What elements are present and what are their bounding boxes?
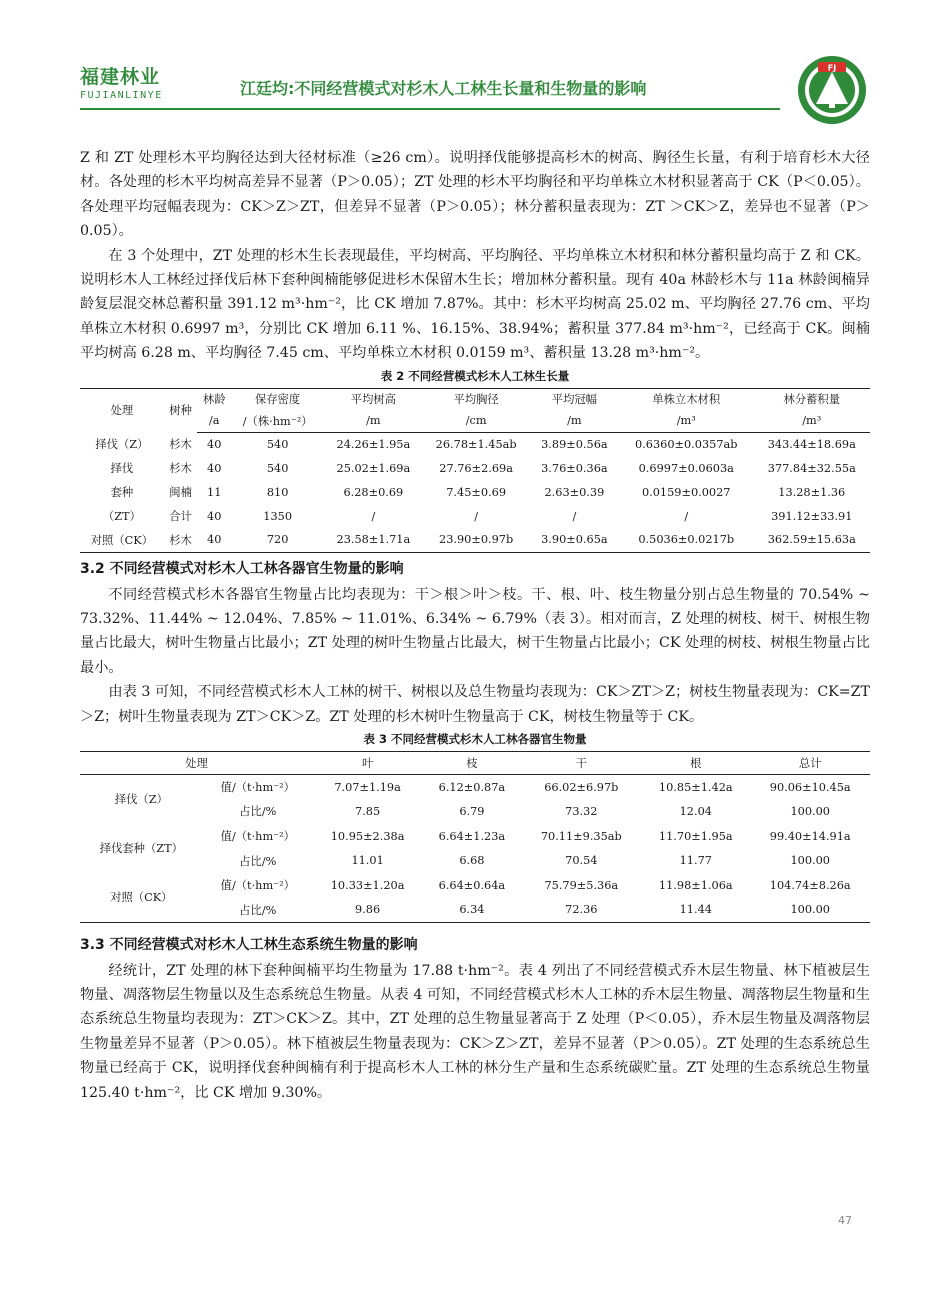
- table-row: [80, 528, 870, 552]
- t2-unit-cell: /m³: [754, 410, 870, 432]
- t2-cell: 0.0159±0.0027: [641, 485, 731, 499]
- t2-cell: 26.78±1.45ab: [435, 437, 517, 451]
- t3-cell: 10.95±2.38a: [330, 829, 405, 843]
- t2-cell: /: [572, 509, 577, 523]
- t2-cell: 套种: [110, 486, 134, 500]
- t3-cell: 6.34: [459, 903, 485, 917]
- t2-cell: 杉木: [169, 462, 192, 476]
- table3-caption: 表 3 不同经营模式杉木人工林各器官生物量: [363, 732, 587, 747]
- table-row: [80, 480, 870, 504]
- paragraph-1: Z 和 ZT 处理杉木平均胸径达到大径材标准（≥26 cm）。说明择伐能够提高杉木的树高、胸径生长量，有利于培育杉木大径材。各处理的杉木平均树高差异不显著（P＞0.05）；ZT 处理的杉木平均胸径和平均单株立木材积显著高于 CK（P＜0.05）。各处理平均冠幅表现为：CK＞Z＞ZT，但差异不显著（P＞0.05）；林分蓄积量表现为：ZT ＞CK＞Z，差异也不显著（P＞0.05）。: [80, 150, 870, 240]
- table-3: [80, 751, 870, 923]
- t3-cell: 7.07±1.19a: [334, 780, 401, 794]
- t3-cell: 6.64±1.23a: [438, 829, 506, 843]
- t2-unit-cell: /cm: [422, 410, 529, 432]
- t2-cell: /: [474, 509, 479, 523]
- logo-text: FJ: [827, 63, 837, 73]
- t2-header-cell: 树种: [169, 404, 192, 418]
- table-row: [80, 873, 870, 898]
- t2-cell: 40: [207, 509, 222, 523]
- t3-row-label: 值/（t·hm⁻²）: [220, 781, 295, 795]
- t3-cell: 70.54: [565, 854, 598, 868]
- t3-cell: 99.40±14.91a: [769, 829, 851, 843]
- t2-cell: 杉木: [169, 438, 192, 452]
- t3-header-cell: 总计: [750, 752, 870, 775]
- t3-cell: 104.74±8.26a: [769, 878, 851, 892]
- t3-cell: 11.70±1.95a: [658, 829, 733, 843]
- t3-row-label: 占比/%: [239, 903, 277, 917]
- t3-cell: 9.86: [355, 903, 381, 917]
- t2-cell: 27.76±2.69a: [439, 461, 513, 475]
- t3-header-cell: 处理: [80, 752, 313, 775]
- article-body: [80, 146, 870, 1105]
- t2-cell: 杉木: [169, 533, 192, 547]
- t2-cell: /: [684, 509, 689, 523]
- t3-row-label: 占比/%: [239, 854, 277, 868]
- t2-cell: 11: [207, 485, 222, 499]
- t2-cell: 391.12±33.91: [771, 509, 853, 523]
- t2-unit-cell: /m: [324, 410, 422, 432]
- t3-row-label: 值/（t·hm⁻²）: [220, 879, 295, 893]
- journal-logo-icon: [796, 54, 868, 126]
- paragraph-4: 由表 3 可知，不同经营模式杉木人工林的树干、树根以及总生物量均表现为：CK＞ZT＞Z；树枝生物量表现为：CK=ZT＞Z；树叶生物量表现为 ZT＞CK＞Z。ZT 处理的杉木树叶生物量高于 CK，树枝生物量等于 CK。: [80, 684, 870, 725]
- table-row: [80, 432, 870, 456]
- section-3-2-heading: 3.2 不同经营模式对杉木人工林各器官生物量的影响: [80, 560, 404, 577]
- t3-cell: 6.12±0.87a: [438, 780, 506, 794]
- t2-header-cell: 处理: [110, 404, 134, 418]
- table2-caption: 表 2 不同经营模式杉木人工林生长量: [380, 368, 570, 383]
- t3-cell: 10.33±1.20a: [330, 878, 405, 892]
- t2-header-cell: 林分蓄积量: [783, 393, 841, 407]
- t3-header-cell: 枝: [422, 752, 521, 775]
- t2-cell: 23.58±1.71a: [336, 533, 411, 547]
- t2-cell: 24.26±1.95a: [336, 437, 411, 451]
- t2-cell: 7.45±0.69: [446, 485, 507, 499]
- t2-header-cell: 平均冠幅: [551, 393, 597, 407]
- t3-cell: 6.79: [459, 804, 485, 818]
- t3-header-cell: 干: [522, 752, 642, 775]
- t2-cell: 40: [207, 461, 222, 475]
- t2-header-cell: 平均树高: [350, 393, 396, 407]
- t3-cell: 66.02±6.97b: [544, 780, 619, 794]
- t2-cell: 3.90±0.65a: [541, 533, 608, 547]
- table-2: [80, 388, 870, 553]
- table-row: [80, 504, 870, 528]
- t3-cell: 72.36: [565, 903, 598, 917]
- table-row: [80, 824, 870, 849]
- t3-cell: 100.00: [790, 804, 830, 818]
- t2-cell: 810: [266, 485, 289, 499]
- t3-cell: 7.85: [355, 804, 381, 818]
- t2-header-cell: 单株立木材积: [652, 393, 721, 407]
- t2-cell: 0.5036±0.0217b: [638, 533, 735, 547]
- t3-row-label: 值/（t·hm⁻²）: [220, 830, 295, 844]
- t2-header-cell: 保存密度: [255, 393, 301, 407]
- t3-group-name: 对照（CK）: [110, 891, 173, 905]
- header-rule: [80, 108, 780, 110]
- t2-cell: 2.63±0.39: [544, 485, 605, 499]
- t3-cell: 70.11±9.35ab: [540, 829, 622, 843]
- t3-group-name: 择伐（Z）: [114, 793, 168, 807]
- journal-name-en: FUJIANLINYE: [80, 90, 163, 101]
- table-row: [80, 775, 870, 800]
- paragraph-2: 在 3 个处理中，ZT 处理的杉木生长表现最佳，平均树高、平均胸径、平均单株立木材积和林分蓄积量均高于 Z 和 CK。说明杉木人工林经过择伐后林下套种闽楠能够促进杉木保留木生长；增加林分蓄积量。现有 40a 林龄杉木与 11a 林龄闽楠异龄复层混交林总蓄积量 391.12 m³·hm⁻²，比 CK 增加 7.87%。其中：杉木平均树高 25.02 m、平均胸径 27.76 cm、平均单株立木材积 0.6997 m³，分别比 CK 增加 6.11 %、16.15%、38.94%；蓄积量 377.84 m³·hm⁻²，已经高于 CK。闽楠平均树高 6.28 m、平均胸径 7.45 cm、平均单株立木材积 0.0159 m³、蓄积量 13.28 m³·hm⁻²。: [80, 247, 870, 362]
- t3-cell: 100.00: [790, 903, 830, 917]
- t2-cell: /: [371, 509, 376, 523]
- t2-cell: 3.89±0.56a: [541, 437, 608, 451]
- t2-cell: 23.90±0.97b: [439, 533, 514, 547]
- t2-unit-cell: /m³: [619, 410, 754, 432]
- t2-cell: 343.44±18.69a: [767, 437, 856, 451]
- t2-cell: 540: [266, 437, 289, 451]
- t3-header-cell: 叶: [313, 752, 422, 775]
- t2-cell: 377.84±32.55a: [767, 461, 856, 475]
- journal-name-cn: 福建林业: [80, 66, 161, 88]
- t2-cell: 闽楠: [169, 486, 192, 500]
- t3-row-label: 占比/%: [239, 805, 277, 819]
- t3-cell: 11.01: [351, 854, 384, 868]
- t2-header-cell: 林龄: [202, 393, 226, 407]
- t2-cell: 40: [207, 533, 222, 547]
- t2-cell: 3.76±0.36a: [541, 461, 608, 475]
- paragraph-3: 不同经营模式杉木各器官生物量占比均表现为：干＞根＞叶＞枝。干、根、叶、枝生物量分别占总生物量的 70.54% ~ 73.32%、11.44% ~ 12.04%、7.85% ~ 11.01%、6.34% ~ 6.79%（表 3）。相对而言，Z 处理的树枝、树干、树根生物量占比最大，树叶生物量占比最小；ZT 处理的树叶生物量占比最大，树干生物量占比最小；CK 处理的树枝、树根生物量占比最小。: [80, 586, 870, 676]
- t2-cell: 40: [207, 437, 222, 451]
- t2-cell: 对照（CK）: [90, 533, 154, 547]
- t3-cell: 73.32: [565, 804, 598, 818]
- t3-cell: 12.04: [679, 804, 712, 818]
- running-title: 江廷均:不同经营模式对杉木人工林生长量和生物量的影响: [240, 79, 647, 98]
- t2-cell: 0.6997±0.0603a: [638, 461, 734, 475]
- table-row: [80, 456, 870, 480]
- t3-group-name: 择伐套种（ZT）: [99, 842, 183, 856]
- t3-header-cell: 根: [641, 752, 750, 775]
- t3-cell: 10.85±1.42a: [658, 780, 733, 794]
- t2-unit-cell: /a: [197, 410, 231, 432]
- t2-header-cell: 平均胸径: [453, 393, 499, 407]
- section-3-3-heading: 3.3 不同经营模式对杉木人工林生态系统生物量的影响: [80, 936, 418, 953]
- t3-cell: 11.77: [679, 854, 712, 868]
- t2-cell: 362.59±15.63a: [767, 533, 856, 547]
- paragraph-5: 经统计，ZT 处理的林下套种闽楠平均生物量为 17.88 t·hm⁻²。表 4 列出了不同经营模式乔木层生物量、林下植被层生物量、凋落物层生物量以及生态系统总生物量。从表 4 可知，不同经营模式杉木人工林的乔木层生物量、凋落物层生物量和生态系统总生物量均表现为：ZT＞CK＞Z。其中，ZT 处理的总生物量显著高于 Z 处理（P＜0.05），乔木层生物量及凋落物层生物量差异不显著（P＞0.05）。林下植被层生物量表现为：CK＞Z＞ZT，差异不显著（P＞0.05）。ZT 处理的生态系统总生物量已经高于 CK，说明择伐套种闽楠有利于提高杉木人工林的林分生产量和生态系统碳贮量。ZT 处理的生态系统总生物量 125.40 t·hm⁻²，比 CK 增加 9.30%。: [80, 962, 870, 1101]
- t3-cell: 11.44: [679, 903, 712, 917]
- t3-cell: 100.00: [790, 854, 830, 868]
- t3-cell: 90.06±10.45a: [769, 780, 851, 794]
- t2-cell: 择伐: [110, 462, 134, 476]
- t2-cell: 720: [266, 533, 289, 547]
- t2-cell: 0.6360±0.0357ab: [634, 437, 738, 451]
- page-number: 47: [838, 1214, 852, 1227]
- t2-cell: 540: [266, 461, 289, 475]
- page-header: [0, 0, 950, 130]
- t3-cell: 6.68: [459, 854, 485, 868]
- t2-unit-cell: /（株·hm⁻²）: [231, 410, 324, 432]
- t2-unit-cell: /m: [530, 410, 619, 432]
- t2-cell: 6.28±0.69: [343, 485, 404, 499]
- t2-cell: 25.02±1.69a: [336, 461, 411, 475]
- t2-cell: 1350: [263, 509, 293, 523]
- t3-cell: 11.98±1.06a: [658, 878, 733, 892]
- t3-cell: 75.79±5.36a: [544, 878, 619, 892]
- t2-cell: 择伐（Z）: [95, 438, 149, 452]
- t2-cell: 合计: [169, 510, 192, 524]
- t2-cell: 13.28±1.36: [778, 485, 846, 499]
- t3-cell: 6.64±0.64a: [438, 878, 506, 892]
- t2-cell: （ZT）: [102, 510, 141, 524]
